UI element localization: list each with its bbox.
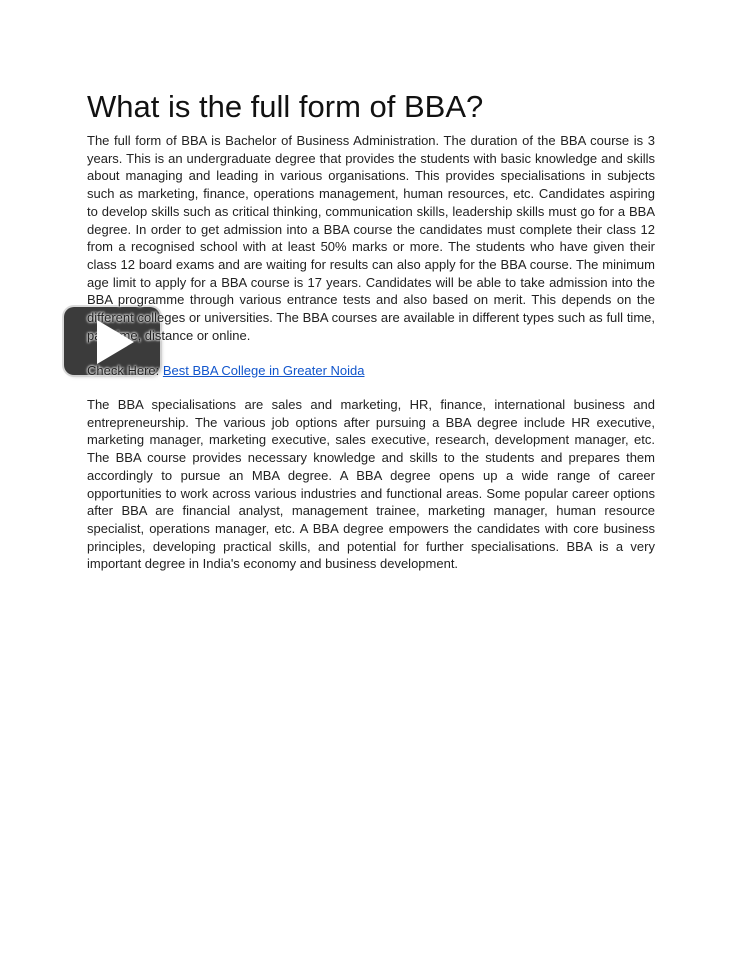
check-here-label: Check Here: xyxy=(87,363,160,378)
play-icon[interactable] xyxy=(97,320,134,364)
check-here-line xyxy=(87,362,655,380)
page-title: What is the full form of BBA? xyxy=(87,89,484,124)
bba-college-link[interactable]: Best BBA College in Greater Noida xyxy=(162,363,365,378)
paragraph-careers: The BBA specialisations are sales and marketing, HR, finance, international business and entrepreneurship. The various job options after pursuing a BBA degree include HR executive, marketing manager, marketing executive, sales executive, research, development manager, etc. The BBA course provides necessary knowledge and skills to the students and prepares them accordingly to pursue an MBA degree. A BBA degree opens up a wide range of career opportunities to work across various industries and functional areas. Some popular career options after BBA are financial analyst, management trainee, marketing manager, human resource specialist, operations manager, etc. A BBA degree empowers the candidates with core business principles, developing practical skills, and potential for further specialisations. BBA is a very important degree in India's economy and business development. xyxy=(87,397,655,572)
paragraph-intro: The full form of BBA is Bachelor of Business Administration. The duration of the BBA course is 3 years. This is an undergraduate degree that provides the students with basic knowledge and skills about managing and leading in various organisations. This provides specialisations in subjects such as marketing, finance, operations management, human resources, etc. Candidates aspiring to develop skills such as critical thinking, communication skills, leadership skills must go for a BBA degree. In order to get admission into a BBA course the candidates must complete their class 12 from a recognised school with at least 50% marks or more. The students who have given their class 12 board exams and are waiting for results can also apply for the BBA course. The minimum age limit to apply for a BBA course is 17 years. Candidates will be able to take admission into the BBA programme through various entrance tests and also based on merit. This depends on the different colleges or universities. The BBA courses are available in different types such as full time, part time, distance or online. xyxy=(87,133,655,343)
